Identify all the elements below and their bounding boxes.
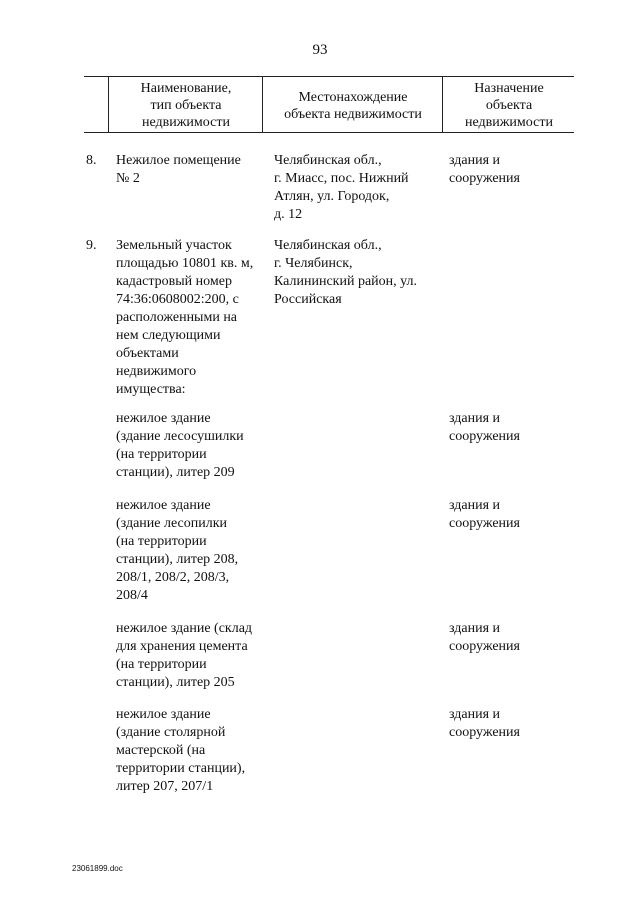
object-purpose: здания и сооружения (449, 411, 520, 444)
object-location: Челябинская обл., г. Челябинск, Калининский район, ул. Российская (274, 238, 418, 307)
object-purpose: здания и сооружения (449, 621, 520, 654)
object-purpose: здания и сооружения (449, 707, 520, 740)
page-number: 93 (312, 42, 328, 58)
header-top-rule (84, 76, 574, 77)
row-number: 8. (86, 153, 97, 168)
object-name: Нежилое помещение № 2 (116, 153, 241, 186)
header-bottom-rule (84, 132, 574, 133)
header-separator (442, 76, 443, 133)
header-name-column: Наименование, тип объекта недвижимости (140, 81, 232, 130)
object-location: Челябинская обл., г. Миасс, пос. Нижний Атлян, ул. Городок, д. 12 (274, 153, 409, 222)
object-purpose: здания и сооружения (449, 498, 520, 531)
document-footer: 23061899.doc (72, 864, 123, 873)
header-separator (262, 76, 263, 133)
object-name: нежилое здание (здание лесосушилки (на территории станции), литер 209 (116, 411, 244, 480)
object-name: нежилое здание (здание столярной мастерской (на территории станции), литер 207, 207/1 (116, 707, 246, 794)
object-name: нежилое здание (склад для хранения цемента (на территории станции), литер 205 (116, 621, 253, 690)
row-number: 9. (86, 238, 97, 253)
object-name: Земельный участок площадью 10801 кв. м, кадастровый номер 74:36:0608002:200, с расположенными на нем следующими объектами недвижимого имущества: (116, 238, 254, 397)
header-purpose-column: Назначение объекта недвижимости (465, 81, 553, 130)
header-location-column: Местонахождение объекта недвижимости (284, 90, 422, 122)
object-purpose: здания и сооружения (449, 153, 520, 186)
header-separator (108, 76, 109, 133)
object-name: нежилое здание (здание лесопилки (на территории станции), литер 208, 208/1, 208/2, 208/3, 208/4 (116, 498, 239, 603)
